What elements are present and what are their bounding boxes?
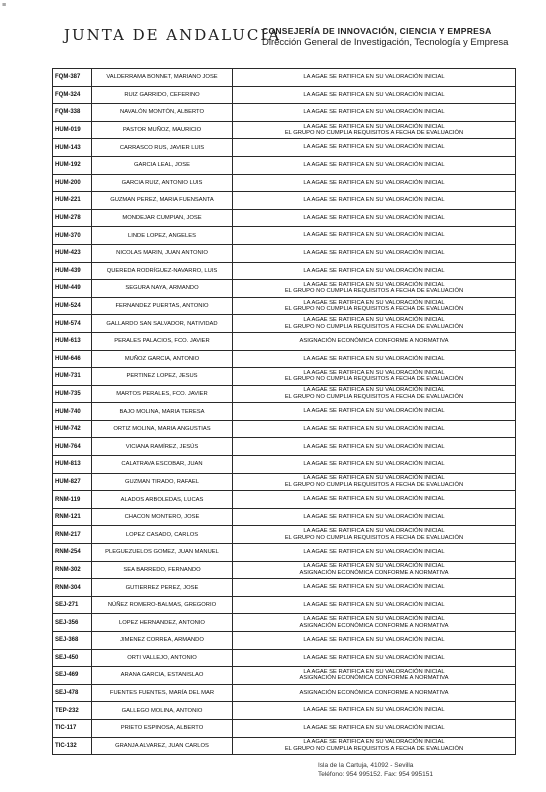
resolution-line: LA AGAE SE RATIFICA EN SU VALORACIÓN INICIAL [303,232,445,239]
resolution-cell [233,209,516,227]
results-table-wrapper [52,68,516,755]
resolution-cell [233,614,516,632]
group-code-cell: SEJ-478 [53,684,92,702]
group-code-cell: HUM-423 [53,244,92,262]
resolution-cell [233,69,516,87]
resolution-line: ASIGNACIÓN ECONÓMICA CONFORME A NORMATIVA [299,569,449,576]
resolution-line: LA AGAE SE RATIFICA EN SU VALORACIÓN INICIAL [303,144,445,151]
resolution-cell [233,526,516,544]
resolution-line: LA AGAE SE RATIFICA EN SU VALORACIÓN INICIAL [303,668,445,675]
researcher-name-cell: NAVALÓN MONTÓN, ALBERTO [92,104,233,122]
table-row [53,368,516,386]
group-code-cell: HUM-524 [53,297,92,315]
table-row [53,244,516,262]
resolution-line: EL GRUPO NO CUMPLIA REQUISITOS A FECHA DE EVALUACIÓN [284,376,464,383]
table-row [53,156,516,174]
resolution-line: LA AGAE SE RATIFICA EN SU VALORACIÓN INICIAL [303,584,445,591]
resolution-cell [233,244,516,262]
resolution-cell [233,684,516,702]
resolution-line: EL GRUPO NO CUMPLIA REQUISITOS A FECHA DE EVALUACIÓN [284,130,464,137]
resolution-cell [233,104,516,122]
table-row [53,262,516,280]
resolution-cell [233,385,516,403]
table-row [53,526,516,544]
researcher-name-cell: ORTIZ MOLINA, MARIA ANGUSTIAS [92,420,233,438]
table-row [53,280,516,298]
resolution-line: LA AGAE SE RATIFICA EN SU VALORACIÓN INICIAL [303,461,445,468]
researcher-name-cell: GRANJA ALVAREZ, JUAN CARLOS [92,737,233,755]
group-code-cell: HUM-613 [53,332,92,350]
group-code-cell: HUM-221 [53,192,92,210]
resolution-cell [233,491,516,509]
resolution-line: LA AGAE SE RATIFICA EN SU VALORACIÓN INICIAL [303,299,445,306]
researcher-name-cell: GUTIERREZ PEREZ, JOSE [92,579,233,597]
table-row [53,596,516,614]
researcher-name-cell: GUZMAN TIRADO, RAFAEL [92,473,233,491]
resolution-line: LA AGAE SE RATIFICA EN SU VALORACIÓN INICIAL [303,91,445,98]
resolution-cell [233,86,516,104]
group-code-cell: HUM-740 [53,403,92,421]
table-row [53,667,516,685]
resolution-line: LA AGAE SE RATIFICA EN SU VALORACIÓN INICIAL [303,249,445,256]
table-row [53,297,516,315]
resolution-cell [233,121,516,139]
researcher-name-cell: NICOLAS MARIN, JUAN ANTONIO [92,244,233,262]
researcher-name-cell: FUENTES FUENTES, MARÍA DEL MAR [92,684,233,702]
resolution-line: LA AGAE SE RATIFICA EN SU VALORACIÓN INICIAL [303,214,445,221]
table-row [53,315,516,333]
resolution-line: LA AGAE SE RATIFICA EN SU VALORACIÓN INICIAL [303,725,445,732]
resolution-line: LA AGAE SE RATIFICA EN SU VALORACIÓN INICIAL [303,528,445,535]
researcher-name-cell: CALATRAVA ESCOBAR, JUAN [92,456,233,474]
letterhead [0,0,546,70]
researcher-name-cell: SEA BARREDO, FERNANDO [92,561,233,579]
resolution-cell [233,508,516,526]
table-row [53,579,516,597]
resolution-line: LA AGAE SE RATIFICA EN SU VALORACIÓN INICIAL [303,637,445,644]
group-code-cell: HUM-827 [53,473,92,491]
resolution-line: LA AGAE SE RATIFICA EN SU VALORACIÓN INICIAL [303,109,445,116]
resolution-line: LA AGAE SE RATIFICA EN SU VALORACIÓN INICIAL [303,387,445,394]
department-name: CONSEJERÍA DE INNOVACIÓN, CIENCIA Y EMPRESA [262,26,492,36]
researcher-name-cell: PERTINEZ LOPEZ, JESUS [92,368,233,386]
resolution-cell [233,667,516,685]
resolution-line: LA AGAE SE RATIFICA EN SU VALORACIÓN INICIAL [303,369,445,376]
resolution-cell [233,332,516,350]
group-code-cell: TIC-117 [53,719,92,737]
table-row [53,473,516,491]
resolution-line: EL GRUPO NO CUMPLIA REQUISITOS A FECHA DE EVALUACIÓN [284,323,464,330]
resolution-line: ASIGNACIÓN ECONÓMICA CONFORME A NORMATIVA [299,689,449,696]
scan-corner-mark: ≡ [2,2,7,9]
group-code-cell: RNM-254 [53,544,92,562]
researcher-name-cell: ARANA GARCIA, ESTANISLAO [92,667,233,685]
resolution-line: LA AGAE SE RATIFICA EN SU VALORACIÓN INICIAL [303,513,445,520]
resolution-cell [233,403,516,421]
resolution-line: LA AGAE SE RATIFICA EN SU VALORACIÓN INICIAL [303,549,445,556]
researcher-name-cell: GARCIA RUIZ, ANTONIO LUIS [92,174,233,192]
table-row [53,209,516,227]
table-row [53,227,516,245]
table-row [53,420,516,438]
resolution-line: LA AGAE SE RATIFICA EN SU VALORACIÓN INICIAL [303,267,445,274]
resolution-cell [233,456,516,474]
group-code-cell: HUM-735 [53,385,92,403]
resolution-line: EL GRUPO NO CUMPLIA REQUISITOS A FECHA DE EVALUACIÓN [284,306,464,313]
table-row [53,350,516,368]
group-code-cell: HUM-742 [53,420,92,438]
researcher-name-cell: SEGURA NAYA, ARMANDO [92,280,233,298]
group-code-cell: RNM-119 [53,491,92,509]
footer-phones: Teléfono: 954 995152. Fax: 954 995151 [318,770,433,778]
resolution-cell [233,473,516,491]
table-row [53,702,516,720]
resolution-cell [233,438,516,456]
resolution-line: EL GRUPO NO CUMPLIA REQUISITOS A FECHA DE EVALUACIÓN [284,481,464,488]
table-row [53,104,516,122]
table-row [53,403,516,421]
department-block [262,26,508,48]
table-row [53,121,516,139]
resolution-line: LA AGAE SE RATIFICA EN SU VALORACIÓN INICIAL [303,443,445,450]
researcher-name-cell: ORTI VALLEJO, ANTONIO [92,649,233,667]
researcher-name-cell: NÚÑEZ ROMERO-BALMAS, GREGORIO [92,596,233,614]
table-row [53,737,516,755]
group-code-cell: RNM-304 [53,579,92,597]
resolution-line: LA AGAE SE RATIFICA EN SU VALORACIÓN INICIAL [303,425,445,432]
resolution-line: LA AGAE SE RATIFICA EN SU VALORACIÓN INICIAL [303,355,445,362]
group-code-cell: HUM-449 [53,280,92,298]
group-code-cell: FQM-387 [53,69,92,87]
group-code-cell: HUM-731 [53,368,92,386]
resolution-line: LA AGAE SE RATIFICA EN SU VALORACIÓN INICIAL [303,475,445,482]
resolution-cell [233,544,516,562]
researcher-name-cell: QUEREDA RODRÍGUEZ-NAVARRO, LUIS [92,262,233,280]
group-code-cell: FQM-324 [53,86,92,104]
resolution-line: LA AGAE SE RATIFICA EN SU VALORACIÓN INICIAL [303,739,445,746]
resolution-cell [233,156,516,174]
resolution-line: EL GRUPO NO CUMPLIA REQUISITOS A FECHA DE EVALUACIÓN [284,288,464,295]
table-row [53,649,516,667]
group-code-cell: RNM-217 [53,526,92,544]
resolution-cell [233,350,516,368]
resolution-cell [233,315,516,333]
group-code-cell: TIC-132 [53,737,92,755]
group-code-cell: HUM-646 [53,350,92,368]
junta-logo: JUNTA DE ANDALUCIA [64,26,282,44]
researcher-name-cell: PASTOR MUÑOZ, MAURICIO [92,121,233,139]
resolution-line: LA AGAE SE RATIFICA EN SU VALORACIÓN INICIAL [303,197,445,204]
resolution-line: LA AGAE SE RATIFICA EN SU VALORACIÓN INICIAL [303,162,445,169]
resolution-line: LA AGAE SE RATIFICA EN SU VALORACIÓN INICIAL [303,179,445,186]
resolution-line: ASIGNACIÓN ECONÓMICA CONFORME A NORMATIVA [299,337,449,344]
researcher-name-cell: MUÑOZ GARCIA, ANTONIO [92,350,233,368]
directorate-name: Dirección General de Investigación, Tecnología y Empresa [262,37,509,48]
resolution-line: LA AGAE SE RATIFICA EN SU VALORACIÓN INICIAL [303,616,445,623]
researcher-name-cell: PRIETO ESPINOSA, ALBERTO [92,719,233,737]
resolution-cell [233,649,516,667]
resolution-line: LA AGAE SE RATIFICA EN SU VALORACIÓN INICIAL [303,281,445,288]
group-code-cell: SEJ-356 [53,614,92,632]
group-code-cell: HUM-200 [53,174,92,192]
researcher-name-cell: CARRASCO RUS, JAVIER LUIS [92,139,233,157]
resolution-line: ASIGNACIÓN ECONÓMICA CONFORME A NORMATIVA [299,622,449,629]
table-row [53,508,516,526]
group-code-cell: HUM-278 [53,209,92,227]
table-row [53,719,516,737]
researcher-name-cell: VALDERRAMA BONNET, MARIANO JOSE [92,69,233,87]
resolution-line: LA AGAE SE RATIFICA EN SU VALORACIÓN INICIAL [303,654,445,661]
resolution-cell [233,262,516,280]
table-row [53,456,516,474]
results-table-body [53,69,516,755]
group-code-cell: FQM-338 [53,104,92,122]
resolution-line: EL GRUPO NO CUMPLIA REQUISITOS A FECHA DE EVALUACIÓN [284,534,464,541]
researcher-name-cell: LINDE LOPEZ, ANGELES [92,227,233,245]
resolution-cell [233,227,516,245]
resolution-cell [233,368,516,386]
resolution-cell [233,702,516,720]
researcher-name-cell: FERNANDEZ PUERTAS, ANTONIO [92,297,233,315]
table-row [53,614,516,632]
resolution-cell [233,719,516,737]
resolution-cell [233,174,516,192]
researcher-name-cell: GUZMAN PEREZ, MARIA FUENSANTA [92,192,233,210]
researcher-name-cell: GALLARDO SAN SALVADOR, NATIVIDAD [92,315,233,333]
group-code-cell: RNM-121 [53,508,92,526]
table-row [53,491,516,509]
resolution-cell [233,579,516,597]
resolution-cell [233,139,516,157]
resolution-line: LA AGAE SE RATIFICA EN SU VALORACIÓN INICIAL [303,601,445,608]
group-code-cell: RNM-302 [53,561,92,579]
table-row [53,139,516,157]
researcher-name-cell: JIMENEZ CORREA, ARMANDO [92,632,233,650]
group-code-cell: HUM-019 [53,121,92,139]
table-row [53,385,516,403]
researcher-name-cell: LOPEZ HERNANDEZ, ANTONIO [92,614,233,632]
group-code-cell: HUM-439 [53,262,92,280]
resolution-line: LA AGAE SE RATIFICA EN SU VALORACIÓN INICIAL [303,707,445,714]
resolution-line: EL GRUPO NO CUMPLIA REQUISITOS A FECHA DE EVALUACIÓN [284,745,464,752]
table-row [53,69,516,87]
researcher-name-cell: MARTOS PERALES, FCO. JAVIER [92,385,233,403]
group-code-cell: TEP-232 [53,702,92,720]
researcher-name-cell: MONDEJAR CUMPIAN, JOSE [92,209,233,227]
researcher-name-cell: PERALES PALACIOS, FCO. JAVIER [92,332,233,350]
group-code-cell: SEJ-450 [53,649,92,667]
resolution-cell [233,192,516,210]
group-code-cell: HUM-574 [53,315,92,333]
table-row [53,438,516,456]
table-row [53,192,516,210]
table-row [53,561,516,579]
group-code-cell: HUM-143 [53,139,92,157]
group-code-cell: SEJ-271 [53,596,92,614]
researcher-name-cell: PLEGUEZUELOS GOMEZ, JUAN MANUEL [92,544,233,562]
resolution-line: LA AGAE SE RATIFICA EN SU VALORACIÓN INICIAL [303,408,445,415]
resolution-cell [233,561,516,579]
table-row [53,544,516,562]
table-row [53,332,516,350]
group-code-cell: HUM-192 [53,156,92,174]
researcher-name-cell: GARCIA LEAL, JOSE [92,156,233,174]
table-row [53,632,516,650]
resolution-line: LA AGAE SE RATIFICA EN SU VALORACIÓN INICIAL [303,74,445,81]
resolution-cell [233,297,516,315]
group-code-cell: SEJ-469 [53,667,92,685]
researcher-name-cell: LOPEZ CASADO, CARLOS [92,526,233,544]
group-code-cell: HUM-764 [53,438,92,456]
footer [318,762,433,779]
resolution-cell [233,596,516,614]
resolution-line: LA AGAE SE RATIFICA EN SU VALORACIÓN INICIAL [303,123,445,130]
table-row [53,86,516,104]
researcher-name-cell: VICIANA RAMÍREZ, JESÚS [92,438,233,456]
researcher-name-cell: CHACON MONTERO, JOSE [92,508,233,526]
group-code-cell: HUM-370 [53,227,92,245]
resolution-cell [233,737,516,755]
researcher-name-cell: GALLEGO MOLINA, ANTONIO [92,702,233,720]
resolution-cell [233,280,516,298]
resolution-line: EL GRUPO NO CUMPLIA REQUISITOS A FECHA DE EVALUACIÓN [284,393,464,400]
resolution-line: ASIGNACIÓN ECONÓMICA CONFORME A NORMATIVA [299,675,449,682]
resolution-line: LA AGAE SE RATIFICA EN SU VALORACIÓN INICIAL [303,317,445,324]
resolution-line: LA AGAE SE RATIFICA EN SU VALORACIÓN INICIAL [303,563,445,570]
group-code-cell: SEJ-368 [53,632,92,650]
group-code-cell: HUM-813 [53,456,92,474]
researcher-name-cell: ALADOS ARBOLEDAS, LUCAS [92,491,233,509]
researcher-name-cell: RUIZ GARRIDO, CEFERINO [92,86,233,104]
resolution-cell [233,420,516,438]
resolution-line: LA AGAE SE RATIFICA EN SU VALORACIÓN INICIAL [303,496,445,503]
resolution-cell [233,632,516,650]
footer-address: Isla de la Cartuja, 41092 - Sevilla [318,762,414,769]
table-row [53,684,516,702]
table-row [53,174,516,192]
researcher-name-cell: BAJO MOLINA, MARIA TERESA [92,403,233,421]
results-table [52,68,516,755]
